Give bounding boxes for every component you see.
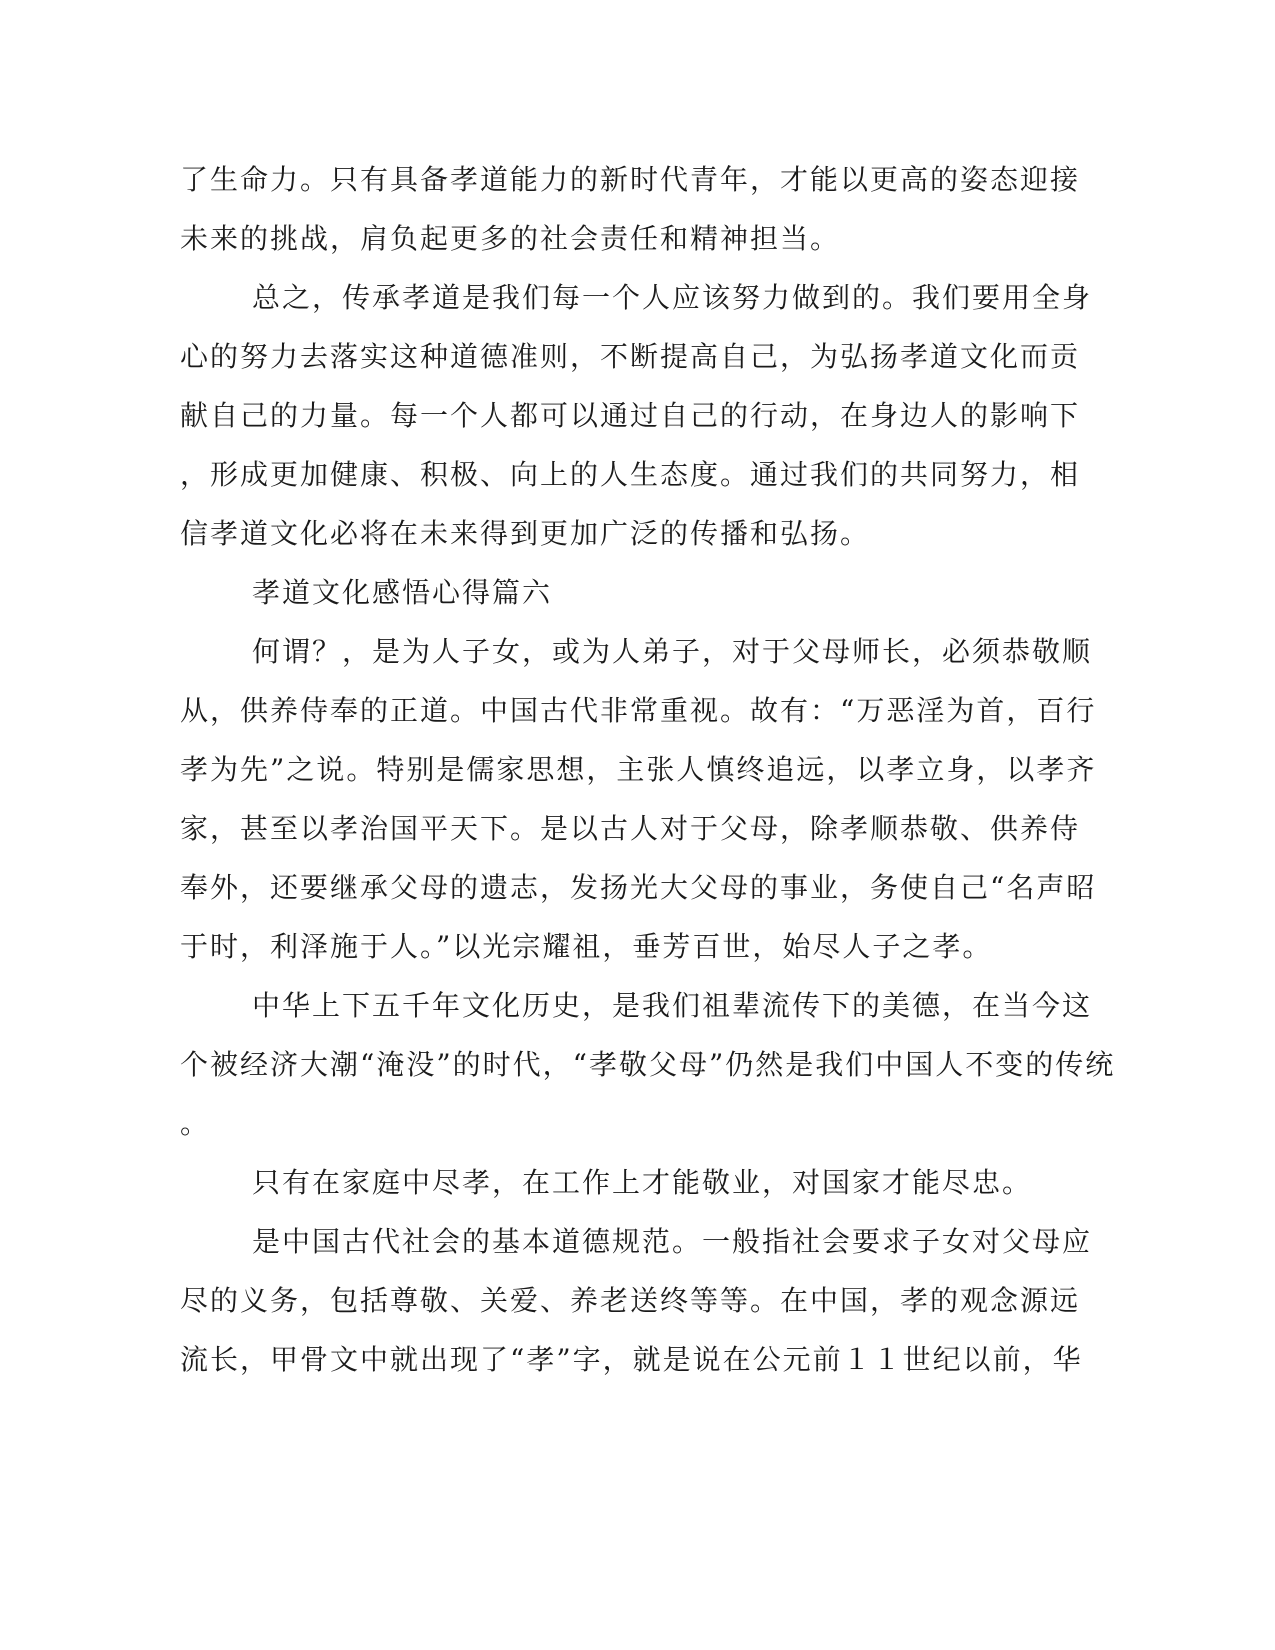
text-line: 奉外，还要继承父母的遗志，发扬光大父母的事业，务使自己“名声昭 — [180, 871, 1097, 904]
text-line: 。 — [180, 1107, 211, 1140]
text-line: 孝为先”之说。特别是儒家思想，主张人慎终追远，以孝立身，以孝齐 — [180, 753, 1097, 786]
text-line: 从，供养侍奉的正道。中国古代非常重视。故有：“万恶淫为首，百行 — [180, 694, 1097, 727]
text-line: 尽的义务，包括尊敬、关爱、养老送终等等。在中国，孝的观念源远 — [180, 1284, 1081, 1317]
text-line: 未来的挑战，肩负起更多的社会责任和精神担当。 — [180, 222, 841, 255]
text-line: 流长，甲骨文中就出现了“孝”字，就是说在公元前１１世纪以前，华 — [180, 1343, 1083, 1376]
text-line: 何谓？，是为人子女，或为人弟子，对于父母师长，必须恭敬顺 — [252, 635, 1093, 668]
text-line: 献自己的力量。每一个人都可以通过自己的行动，在身边人的影响下 — [180, 399, 1081, 432]
text-line: 于时，利泽施于人。”以光宗耀祖，垂芳百世，始尽人子之孝。 — [180, 930, 993, 963]
text-line: 信孝道文化必将在未来得到更加广泛的传播和弘扬。 — [180, 517, 871, 550]
text-line: 家，甚至以孝治国平天下。是以古人对于父母，除孝顺恭敬、供养侍 — [180, 812, 1081, 845]
text-line: 是中国古代社会的基本道德规范。一般指社会要求子女对父母应 — [252, 1225, 1093, 1258]
section-heading: 孝道文化感悟心得篇六 — [252, 576, 553, 609]
text-line: ，形成更加健康、积极、向上的人生态度。通过我们的共同努力，相 — [180, 458, 1081, 491]
text-line: 中华上下五千年文化历史，是我们祖辈流传下的美德，在当今这 — [252, 989, 1093, 1022]
text-line: 了生命力。只有具备孝道能力的新时代青年，才能以更高的姿态迎接 — [180, 163, 1081, 196]
text-line: 个被经济大潮“淹没”的时代，“孝敬父母”仍然是我们中国人不变的传统 — [180, 1048, 1116, 1081]
text-line: 心的努力去落实这种道德准则，不断提高自己，为弘扬孝道文化而贡 — [180, 340, 1081, 373]
text-line: 总之，传承孝道是我们每一个人应该努力做到的。我们要用全身 — [252, 281, 1093, 314]
text-line: 只有在家庭中尽孝，在工作上才能敬业，对国家才能尽忠。 — [252, 1166, 1033, 1199]
